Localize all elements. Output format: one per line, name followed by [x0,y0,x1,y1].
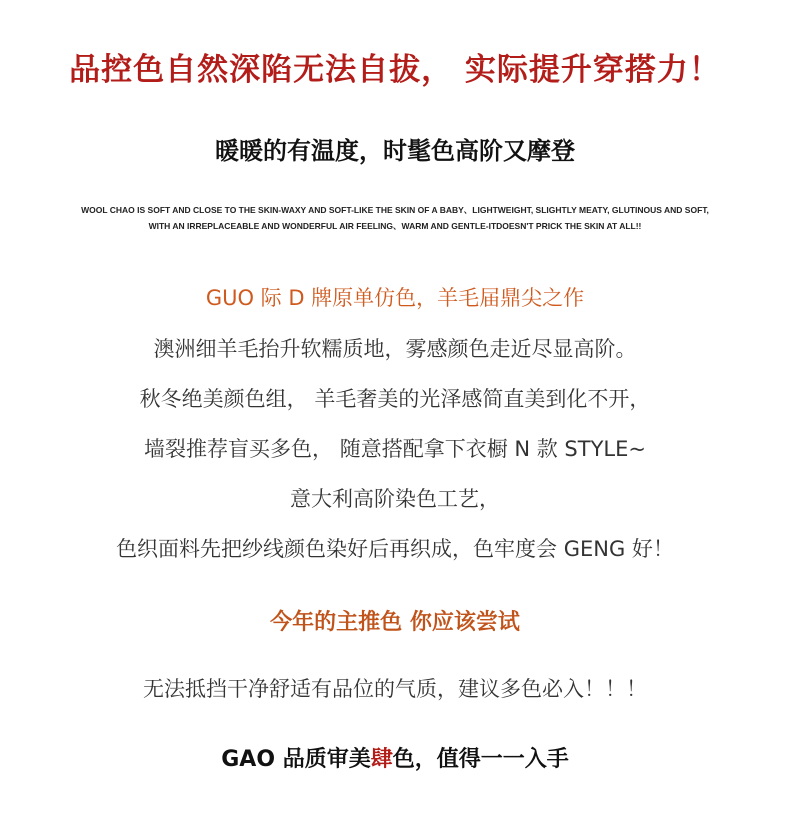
headline: 品控色自然深陷无法自拔， 实际提升穿搭力！ [69,52,721,88]
brand-line: GUO 际 D 牌原单仿色，羊毛届鼎尖之作 [205,286,585,310]
body-line-5: 色织面料先把纱线颜色染好后再织成，色牢度会 GENG 好！ [116,537,674,561]
recommend-line: 无法抵挡干净舒适有品位的气质，建议多色必入！！！ [143,677,647,701]
closing-accent-char: 肆 [370,747,393,772]
subheadline: 暖暖的有温度，时髦色高阶又摩登 [215,137,575,165]
english-description-line-1: WOOL CHAO IS SOFT AND CLOSE TO THE SKIN-WAXY AND SOFT-LIKE THE SKIN OF A BABY、LIGHTWEIGHT, SLIGHTLY MEATY, GLUTINOUS AND SOFT, [81,205,709,215]
body-line-3: 墙裂推荐盲买多色， 随意搭配拿下衣橱 N 款 STYLE~ [144,437,646,461]
section-heading: 今年的主推色 你应该尝试 [270,610,520,635]
closing-line [0,742,790,773]
closing-text-after: 色，值得一一入手 [392,747,569,772]
closing-text-before: GAO 品质审美 [221,747,371,772]
body-line-2: 秋冬绝美颜色组， 羊毛奢美的光泽感简直美到化不开， [139,387,651,411]
english-description-line-2: WITH AN IRREPLACEABLE AND WONDERFUL AIR FEELING、WARM AND GENTLE-ITDOESN'T PRICK THE SKIN AT ALL!! [148,221,642,231]
body-line-4: 意大利高阶染色工艺， [290,487,500,511]
body-line-1: 澳洲细羊毛抬升软糯质地，雾感颜色走近尽显高阶。 [153,337,637,361]
